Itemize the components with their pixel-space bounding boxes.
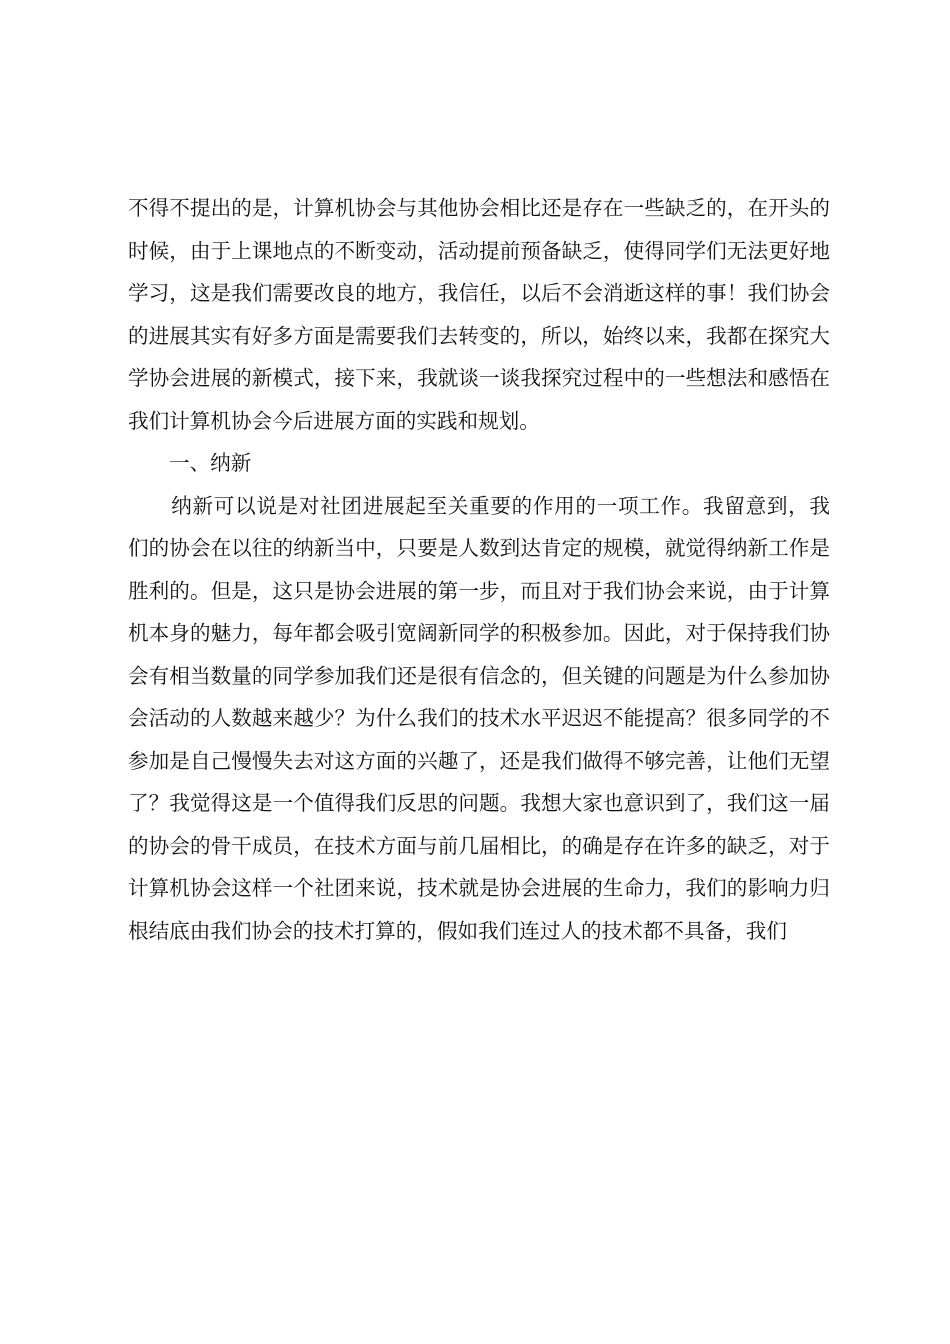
document-body [128,187,830,952]
section-heading: 一、纳新 [169,451,252,475]
body-paragraph-recruitment: 纳新可以说是对社团进展起至关重要的作用的一项工作。我留意到，我们的协会在以往的纳新当中，只要是人数到达肯定的规模，就觉得纳新工作是胜利的。但是，这只是协会进展的第一步，而且对于我们协会来说，由于计算机本身的魅力，每年都会吸引宽阔新同学的积极参加。因此，对于保持我们协会有相当数量的同学参加我们还是很有信念的，但关键的问题是为什么参加协会活动的人数越来越少？为什么我们的技术水平迟迟不能提高？很多同学的不参加是自己慢慢失去对这方面的兴趣了，还是我们做得不够完善，让他们无望了？我觉得这是一个值得我们反思的问题。我想大家也意识到了，我们这一届的协会的骨干成员，在技术方面与前几届相比，的确是存在许多的缺乏，对于计算机协会这样一个社团来说，技术就是协会进展的生命力，我们的影响力归根结底由我们协会的技术打算的，假如我们连过人的技术都不具备，我们 [128,493,830,943]
body-paragraph-intro: 不得不提出的是，计算机协会与其他协会相比还是存在一些缺乏的，在开头的时候，由于上课地点的不断变动，活动提前预备缺乏，使得同学们无法更好地学习，这是我们需要改良的地方，我信任，以后不会消逝这样的事！我们协会的进展其实有好多方面是需要我们去转变的，所以，始终以来，我都在探究大学协会进展的新模式，接下来，我就谈一谈我探究过程中的一些想法和感悟在我们计算机协会今后进展方面的实践和规划。 [128,196,830,433]
